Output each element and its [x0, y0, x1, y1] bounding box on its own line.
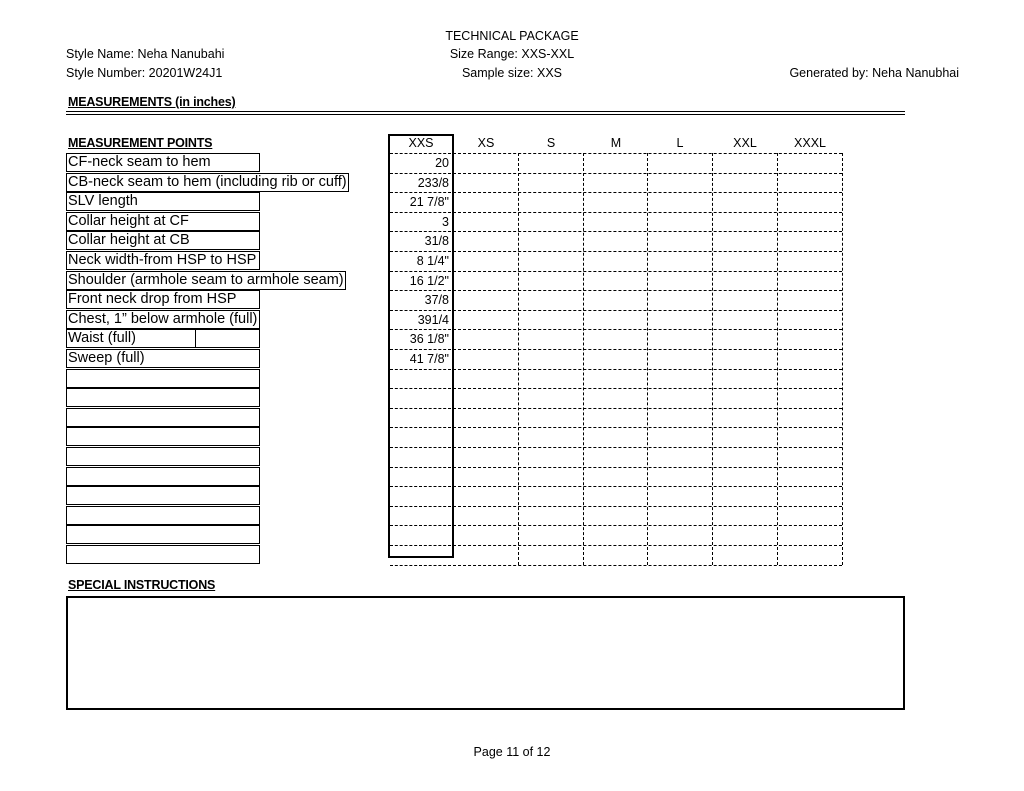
grid-line: [647, 153, 648, 565]
cell-divider: [195, 329, 196, 348]
special-instructions-box[interactable]: [66, 596, 905, 710]
measurement-point-cell[interactable]: [66, 545, 260, 564]
measurement-point-label: CF-neck seam to hem: [68, 154, 211, 170]
measurements-section-title: MEASUREMENTS (in inches): [68, 95, 236, 109]
grid-line: [518, 153, 519, 565]
xxs-value-cell[interactable]: 41 7/8": [409, 352, 449, 366]
size-range: Size Range: XXS-XXL: [449, 47, 575, 61]
sample-size-column-frame: [388, 134, 454, 558]
xxs-value-cell[interactable]: 391/4: [417, 312, 449, 327]
measurement-point-cell[interactable]: [66, 427, 260, 446]
section-divider: [66, 111, 905, 112]
measurement-point-label: Shoulder (armhole seam to armhole seam): [68, 271, 344, 288]
measurement-point-cell[interactable]: [66, 467, 260, 486]
measurement-point-label: Collar height at CB: [68, 232, 190, 249]
grid-line: [777, 153, 778, 565]
generated-by: Generated by: Neha Nanubhai: [789, 66, 959, 80]
grid-line: [390, 565, 451, 566]
section-divider: [66, 114, 905, 115]
xxs-value-cell[interactable]: 36 1/8": [409, 332, 449, 347]
xxs-value-cell[interactable]: 31/8: [424, 234, 449, 249]
measurement-points-header: MEASUREMENT POINTS: [68, 136, 213, 150]
size-header-xxxl: XXXL: [794, 136, 826, 150]
special-instructions-title: SPECIAL INSTRUCTIONS: [68, 578, 216, 592]
sample-size: Sample size: XXS: [461, 66, 563, 80]
xxs-value-cell[interactable]: 20: [435, 156, 449, 170]
measurement-point-label: Sweep (full): [68, 350, 145, 366]
grid-line: [712, 153, 713, 565]
measurement-point-label: Waist (full): [68, 330, 136, 347]
xxs-value-cell[interactable]: 233/8: [417, 175, 449, 190]
measurement-point-label: CB-neck seam to hem (including rib or cuff): [68, 173, 347, 190]
measurement-point-cell[interactable]: [66, 447, 260, 466]
measurement-point-label: Chest, 1” below armhole (full): [68, 310, 258, 327]
page-number: Page 11 of 12: [473, 745, 551, 759]
size-header-m: M: [610, 136, 622, 150]
size-header-xs: XS: [477, 136, 495, 150]
xxs-value-cell[interactable]: 37/8: [424, 293, 449, 308]
measurement-point-label: Neck width-from HSP to HSP: [68, 252, 257, 268]
size-header-xxs: XXS: [408, 136, 434, 150]
special-instructions-text: [68, 598, 903, 606]
measurement-point-label: SLV length: [68, 193, 138, 210]
size-header-xxl: XXL: [733, 136, 757, 150]
measurement-point-cell[interactable]: [66, 408, 260, 427]
measurement-point-label: Front neck drop from HSP: [68, 291, 237, 308]
xxs-value-cell[interactable]: 8 1/4": [416, 254, 449, 268]
size-header-s: S: [546, 136, 556, 150]
grid-line: [583, 153, 584, 565]
xxs-value-cell[interactable]: 16 1/2": [409, 273, 449, 288]
measurement-point-cell[interactable]: [66, 369, 260, 388]
measurement-point-cell[interactable]: [66, 525, 260, 544]
measurement-point-label: Collar height at CF: [68, 212, 189, 229]
grid-line: [842, 153, 843, 565]
measurement-point-cell[interactable]: [66, 486, 260, 505]
style-name: Style Name: Neha Nanubahi: [66, 47, 225, 61]
xxs-value-cell[interactable]: 3: [442, 214, 449, 229]
style-number: Style Number: 20201W24J1: [66, 66, 223, 80]
xxs-value-cell[interactable]: 21 7/8": [409, 195, 449, 210]
grid-line: [453, 565, 842, 566]
size-header-l: L: [676, 136, 684, 150]
measurement-point-cell[interactable]: [66, 388, 260, 407]
measurement-point-cell[interactable]: [66, 506, 260, 525]
document-title: TECHNICAL PACKAGE: [445, 29, 579, 43]
